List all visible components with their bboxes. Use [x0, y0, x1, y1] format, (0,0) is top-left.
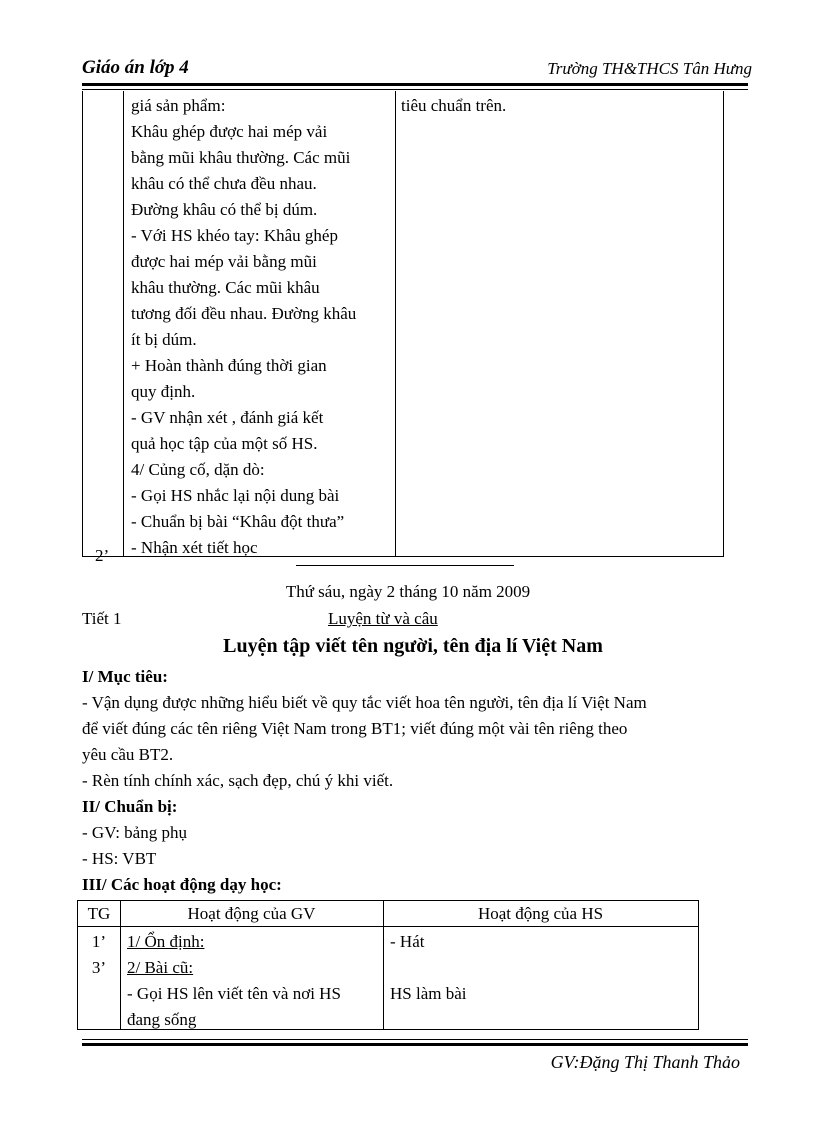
lesson-date: Thứ sáu, ngày 2 tháng 10 năm 2009	[285, 582, 531, 601]
header-school-name: Trường TH&THCS Tân Hưng	[547, 59, 752, 78]
subject-label: Luyện từ và câu	[328, 609, 438, 628]
preparation-heading: II/ Chuẩn bị:	[82, 797, 178, 816]
continued-lesson-table	[82, 91, 724, 565]
objectives-heading: I/ Mục tiêu:	[82, 667, 168, 686]
header-teacher: Hoạt động của GV	[187, 904, 316, 923]
cell-line: - Gọi HS nhắc lại nội dung bài	[131, 486, 340, 505]
student-activity-cell	[390, 929, 690, 1007]
objectives-section	[82, 664, 742, 898]
teacher-activity-cell	[127, 929, 379, 1033]
student-activity-cell	[401, 93, 711, 119]
cell-line: được hai mép vải bằng mũi	[131, 252, 317, 271]
cell-line: ít bị dúm.	[131, 330, 197, 349]
preparation-line: - HS: VBT	[82, 849, 157, 868]
period-label: Tiết 1	[82, 609, 122, 628]
footer-rule-thin	[82, 1039, 748, 1040]
cell-line: quy định.	[131, 382, 196, 401]
objective-line: để viết đúng các tên riêng Việt Nam trong BT1; viết đúng một vài tên riêng theo	[82, 719, 628, 738]
lesson-title: Luyện tập viết tên người, tên địa lí Việt Nam	[223, 635, 603, 657]
objective-line: - Rèn tính chính xác, sạch đẹp, chú ý khi viết.	[82, 771, 394, 790]
cell-line: khâu thường. Các mũi khâu	[131, 278, 320, 297]
header-student: Hoạt động của HS	[477, 904, 604, 923]
header-time: TG	[87, 904, 111, 923]
step-stabilize: 1/ Ổn định:	[127, 932, 205, 951]
cell-line: - Hát	[390, 932, 425, 951]
activities-table	[77, 900, 699, 1030]
table-col-divider	[123, 91, 124, 556]
activities-heading: III/ Các hoạt động dạy học:	[82, 875, 282, 894]
cell-line: + Hoàn thành đúng thời gian	[131, 356, 327, 375]
step-old-lesson: 2/ Bài cũ:	[127, 958, 194, 977]
cell-line: khâu có thể chưa đều nhau.	[131, 174, 317, 193]
cell-line: đang sống	[127, 1010, 197, 1029]
cell-line: Khâu ghép được hai mép vải	[131, 122, 328, 141]
cell-line: giá sản phẩm:	[131, 96, 226, 115]
objective-line: - Vận dụng được những hiểu biết về quy tắc viết hoa tên người, tên địa lí Việt Nam	[82, 693, 647, 712]
cell-line: tương đối đều nhau. Đường khâu	[131, 304, 357, 323]
preparation-line: - GV: bảng phụ	[82, 823, 187, 842]
cell-line: - Gọi HS lên viết tên và nơi HS	[127, 984, 341, 1003]
time-cell: 2’	[95, 546, 110, 565]
cell-line: - GV nhận xét , đánh giá kết	[131, 408, 324, 427]
table-col-divider	[395, 91, 396, 556]
cell-line: - Chuẩn bị bài “Khâu đột thưa”	[131, 512, 345, 531]
cell-line: tiêu chuẩn trên.	[401, 96, 507, 115]
footer-rule-thick	[82, 1043, 748, 1046]
teacher-activity-cell	[131, 93, 393, 561]
cell-line: 4/ Củng cố, dặn dò:	[131, 460, 265, 479]
cell-line: - Với HS khéo tay: Khâu ghép	[131, 226, 338, 245]
cell-line	[390, 955, 690, 981]
time-cell: 3’	[91, 958, 107, 977]
objective-line: yêu cầu BT2.	[82, 745, 174, 764]
cell-line: quả học tập của một số HS.	[131, 434, 318, 453]
header-school-subject: Giáo án lớp 4	[82, 57, 189, 78]
cell-line: - Nhận xét tiết học	[131, 538, 258, 557]
header-rule-thin	[82, 89, 748, 90]
cell-line: bằng mũi khâu thường. Các mũi	[131, 148, 351, 167]
cell-line: HS làm bài	[390, 984, 467, 1003]
header-rule-thick	[82, 83, 748, 86]
time-cell: 1’	[91, 932, 107, 951]
cell-line: Đường khâu có thể bị dúm.	[131, 200, 318, 219]
section-separator	[296, 565, 514, 566]
footer-teacher-name: GV:Đặng Thị Thanh Thảo	[550, 1052, 740, 1072]
